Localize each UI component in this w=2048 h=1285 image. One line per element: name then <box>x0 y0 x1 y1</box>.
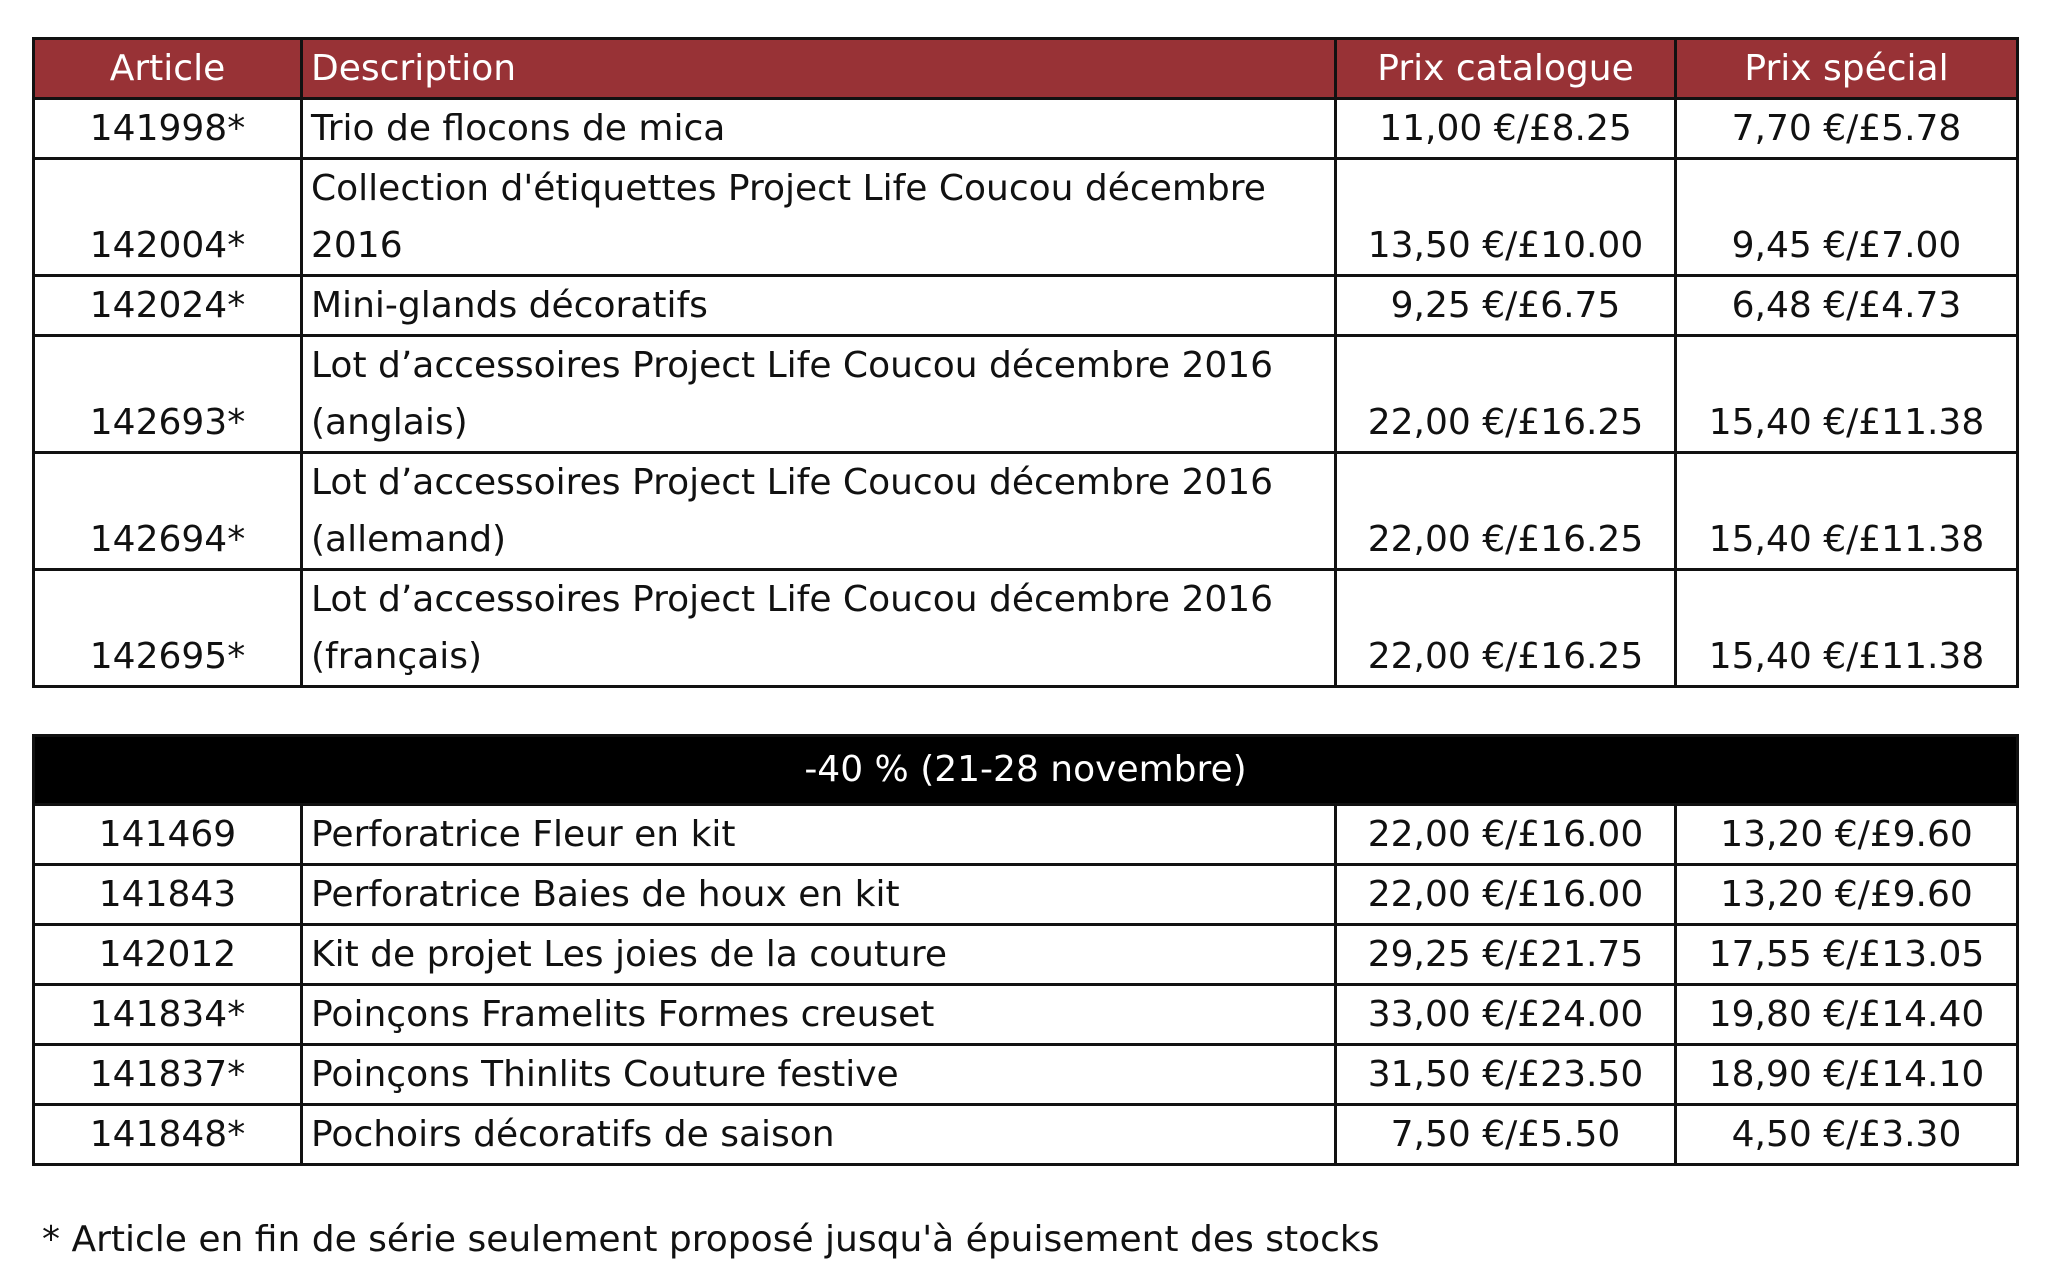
description-line: Collection d'étiquettes Project Life Coucou décembre <box>311 168 1266 209</box>
table-row <box>34 570 2018 687</box>
article-number: 141998* <box>34 99 302 159</box>
description-line: 2016 <box>311 225 403 266</box>
header-special-price: Prix spécial <box>1676 39 2018 99</box>
catalog-price: 22,00 €/£16.00 <box>1336 805 1676 865</box>
article-number: 141469 <box>34 805 302 865</box>
item-description: Poinçons Thinlits Couture festive <box>302 1045 1336 1105</box>
table-row <box>34 99 2018 159</box>
special-price: 15,40 €/£11.38 <box>1676 453 2018 570</box>
article-number: 142694* <box>34 453 302 570</box>
description-line: Lot d’accessoires Project Life Coucou décembre 2016 <box>311 462 1274 503</box>
table-header-row <box>34 39 2018 99</box>
article-number: 142004* <box>34 159 302 276</box>
article-number: 142693* <box>34 336 302 453</box>
special-price: 17,55 €/£13.05 <box>1676 925 2018 985</box>
catalog-price: 31,50 €/£23.50 <box>1336 1045 1676 1105</box>
special-price: 15,40 €/£11.38 <box>1676 336 2018 453</box>
table-row <box>34 336 2018 453</box>
item-description <box>302 99 1336 159</box>
catalog-price: 11,00 €/£8.25 <box>1336 99 1676 159</box>
catalog-price: 7,50 €/£5.50 <box>1336 1105 1676 1165</box>
special-price: 15,40 €/£11.38 <box>1676 570 2018 687</box>
catalog-price: 22,00 €/£16.25 <box>1336 570 1676 687</box>
promo-banner: -40 % (21-28 novembre) <box>34 736 2018 805</box>
special-price: 19,80 €/£14.40 <box>1676 985 2018 1045</box>
article-number: 141834* <box>34 985 302 1045</box>
article-number: 142695* <box>34 570 302 687</box>
description-line: Lot d’accessoires Project Life Coucou décembre 2016 <box>311 579 1274 620</box>
price-table-promo <box>32 734 2019 1166</box>
special-price: 6,48 €/£4.73 <box>1676 276 2018 336</box>
special-price: 7,70 €/£5.78 <box>1676 99 2018 159</box>
special-price: 18,90 €/£14.10 <box>1676 1045 2018 1105</box>
item-description: Kit de projet Les joies de la couture <box>302 925 1336 985</box>
item-description <box>302 276 1336 336</box>
catalog-price: 33,00 €/£24.00 <box>1336 985 1676 1045</box>
item-description <box>302 570 1336 687</box>
catalog-price: 13,50 €/£10.00 <box>1336 159 1676 276</box>
description-line: (allemand) <box>311 519 507 560</box>
special-price: 9,45 €/£7.00 <box>1676 159 2018 276</box>
item-description: Perforatrice Fleur en kit <box>302 805 1336 865</box>
promo-banner-row <box>34 736 2018 805</box>
table-row <box>34 1045 2018 1105</box>
item-description: Poinçons Framelits Formes creuset <box>302 985 1336 1045</box>
article-number: 141843 <box>34 865 302 925</box>
description-line: Lot d’accessoires Project Life Coucou décembre 2016 <box>311 345 1274 386</box>
table-row <box>34 276 2018 336</box>
special-price: 13,20 €/£9.60 <box>1676 805 2018 865</box>
catalog-price: 29,25 €/£21.75 <box>1336 925 1676 985</box>
catalog-price: 22,00 €/£16.00 <box>1336 865 1676 925</box>
table-row <box>34 805 2018 865</box>
header-article: Article <box>34 39 302 99</box>
item-description: Pochoirs décoratifs de saison <box>302 1105 1336 1165</box>
description-line: Trio de flocons de mica <box>311 108 726 149</box>
table-row <box>34 453 2018 570</box>
article-number: 142012 <box>34 925 302 985</box>
footnote: * Article en fin de série seulement proposé jusqu'à épuisement des stocks <box>42 1219 1380 1260</box>
catalog-price: 22,00 €/£16.25 <box>1336 453 1676 570</box>
catalog-price: 9,25 €/£6.75 <box>1336 276 1676 336</box>
article-number: 142024* <box>34 276 302 336</box>
special-price: 13,20 €/£9.60 <box>1676 865 2018 925</box>
price-table-main <box>32 37 2019 688</box>
table-row <box>34 985 2018 1045</box>
header-description: Description <box>302 39 1336 99</box>
item-description <box>302 453 1336 570</box>
special-price: 4,50 €/£3.30 <box>1676 1105 2018 1165</box>
description-line: (anglais) <box>311 402 468 443</box>
table-row <box>34 1105 2018 1165</box>
article-number: 141848* <box>34 1105 302 1165</box>
item-description: Perforatrice Baies de houx en kit <box>302 865 1336 925</box>
header-catalog-price: Prix catalogue <box>1336 39 1676 99</box>
description-line: (français) <box>311 636 483 677</box>
table-row <box>34 925 2018 985</box>
catalog-price: 22,00 €/£16.25 <box>1336 336 1676 453</box>
table-row <box>34 159 2018 276</box>
item-description <box>302 159 1336 276</box>
table-row <box>34 865 2018 925</box>
description-line: Mini-glands décoratifs <box>311 285 708 326</box>
item-description <box>302 336 1336 453</box>
article-number: 141837* <box>34 1045 302 1105</box>
